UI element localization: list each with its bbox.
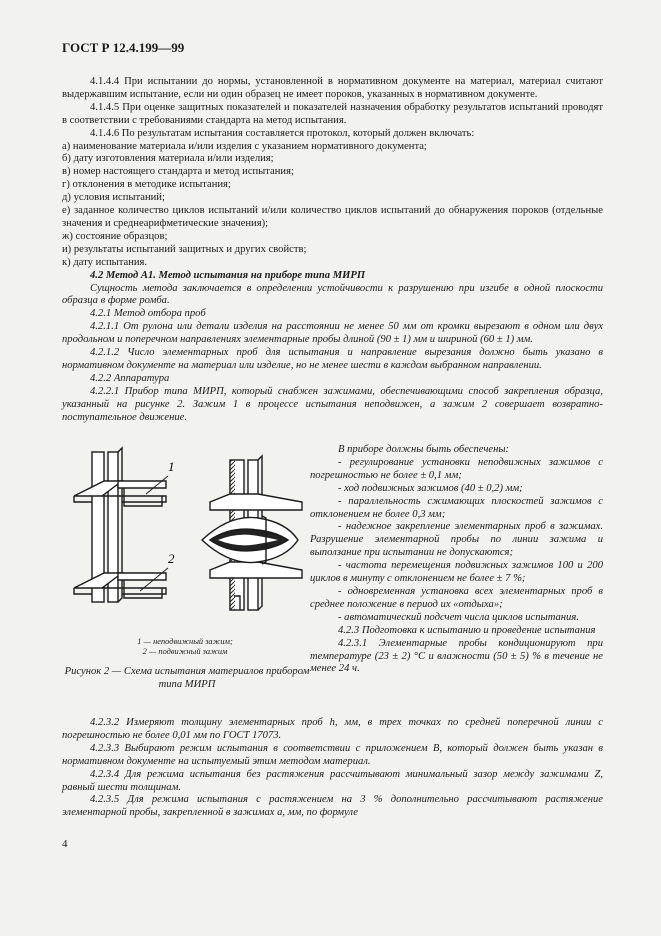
- para-4-2-3-4: 4.2.3.4 Для режима испытания без растяжения рассчитывают минимальный зазор между зажимами Z, равный шести толщинам.: [62, 768, 603, 793]
- para-4-1-4-4: 4.1.4.4 При испытании до нормы, установленной в нормативном документе на материал, материал считают выдержавшим испытание, если ни один образец не имеет пороков, указанных в нормативном документе.: [62, 76, 603, 100]
- req-4: - надежное закрепление элементарных проб в зажимах. Разрушение элементарной пробы по линии зажима и выползание при испытании не допускаются;: [310, 521, 603, 559]
- figure-caption: Рисунок 2 — Схема испытания материалов прибором типа МИРП: [64, 666, 310, 690]
- list-item-a: а) наименование материала и/или изделия с указанием нормативного документа;: [62, 140, 427, 152]
- req-7: - автоматический подсчет числа циклов испытания.: [338, 611, 579, 623]
- list-item-k: к) дату испытания.: [62, 256, 148, 268]
- upper-text: [62, 76, 603, 424]
- para-4-1-4-6: 4.1.4.6 По результатам испытания составляется протокол, который должен включать:: [90, 127, 475, 139]
- apparatus-requirements: [310, 444, 603, 676]
- list-item-e: е) заданное количество циклов испытаний и/или количество циклов испытаний до обнаружения пороков (отдельные значения и среднеарифметические значения);: [62, 205, 603, 229]
- list-item-d: д) условия испытаний;: [62, 192, 165, 204]
- section-4-2-title: 4.2 Метод А1. Метод испытания на приборе типа МИРП: [90, 269, 366, 281]
- figure-label-2: 2: [168, 551, 175, 566]
- list-item-i: и) результаты испытаний защитных и других свойств;: [62, 243, 307, 255]
- left-clamp-assembly: [74, 448, 168, 602]
- para-4-2-3-2: 4.2.3.2 Измеряют толщину элементарных проб h, мм, в трех точках по средней поперечной линии с погрешностью не более 0,01 мм по ГОСТ 17073.: [62, 717, 603, 741]
- para-4-2-3-3: 4.2.3.3 Выбирают режим испытания в соответствии с приложением В, который должен быть указан в нормативном документе на испытуемый этим методом материал.: [62, 742, 603, 767]
- para-4-2-2: 4.2.2 Аппаратура: [90, 372, 170, 384]
- list-item-b: б) дату изготовления материала и/или изделия;: [62, 153, 274, 165]
- req-3: - параллельность сжимающих плоскостей зажимов с отклонением не более 0,3 мм;: [310, 495, 603, 520]
- figure-label-1: 1: [168, 459, 175, 474]
- legend-item-2: 2 — подвижный зажим: [142, 647, 228, 656]
- para-4-2-3-1: 4.2.3.1 Элементарные пробы кондиционируют при температуре (23 ± 2) °С и влажности (50 ± 5) % в течение не менее 24 ч.: [310, 637, 603, 675]
- para-4-2-3-5: 4.2.3.5 Для режима испытания с растяжением на 3 % дополнительно рассчитывают растяжение элементарной пробы, закрепленной в зажимах а, мм, по формуле: [62, 794, 603, 819]
- lower-text: [62, 717, 603, 820]
- para-4-2-1-2: 4.2.1.2 Число элементарных проб для испытания и направление вырезания должно быть указано в нормативном документе на материал или изделие, но не менее шести в каждом выбранном направлении.: [62, 347, 603, 371]
- list-item-g: г) отклонения в методике испытания;: [62, 179, 231, 191]
- para-4-2-1: 4.2.1 Метод отбора проб: [90, 308, 206, 320]
- list-item-v: в) номер настоящего стандарта и метод испытания;: [62, 166, 294, 178]
- req-6: - одновременная установка всех элементарных проб в среднее положение в период их «отдыха»;: [310, 585, 603, 610]
- standard-header: ГОСТ Р 12.4.199—99: [62, 40, 185, 55]
- para-4-2-2-1: 4.2.2.1 Прибор типа МИРП, который снабжен зажимами, обеспечивающими способ закрепления образца, указанный на рисунке 2. Зажим 1 в процессе испытания неподвижен, а зажим 2 совершает возвратно-поступательное движение.: [62, 385, 603, 423]
- req-5: - частота перемещения подвижных зажимов 100 и 200 циклов в минуту с отклонением не более ± 7 %;: [310, 560, 603, 585]
- req-intro: В приборе должны быть обеспечены:: [338, 444, 510, 455]
- list-item-zh: ж) состояние образцов;: [62, 230, 168, 242]
- figure-legend: [100, 637, 270, 657]
- para-4-2-1-1: 4.2.1.1 От рулона или детали изделия на расстоянии не менее 50 мм от кромки вырезают в одном или двух продольном и поперечном направлениях элементарные пробы длиной (90 ± 1) мм и шириной (60 ± 1) мм.: [62, 321, 603, 346]
- req-2: - ход подвижных зажимов (40 ± 0,2) мм;: [338, 482, 523, 494]
- req-1: - регулирование установки неподвижных зажимов с погрешностью не более ± 0,1 мм;: [310, 456, 603, 481]
- page-number: 4: [62, 838, 68, 850]
- para-4-2-3: 4.2.3 Подготовка к испытанию и проведение испытания: [338, 624, 596, 636]
- legend-item-1: 1 — неподвижный зажим;: [137, 637, 233, 646]
- right-clamp-assembly: [202, 456, 302, 610]
- para-4-1-4-5: 4.1.4.5 При оценке защитных показателей и показателей назначения обработку результатов испытаний проводят в соответствии с требованиями стандарта на метод испытания.: [62, 101, 603, 126]
- method-essence: Сущность метода заключается в определении устойчивости к разрушению при изгибе в одной плоскости образца в форме ромба.: [62, 282, 603, 307]
